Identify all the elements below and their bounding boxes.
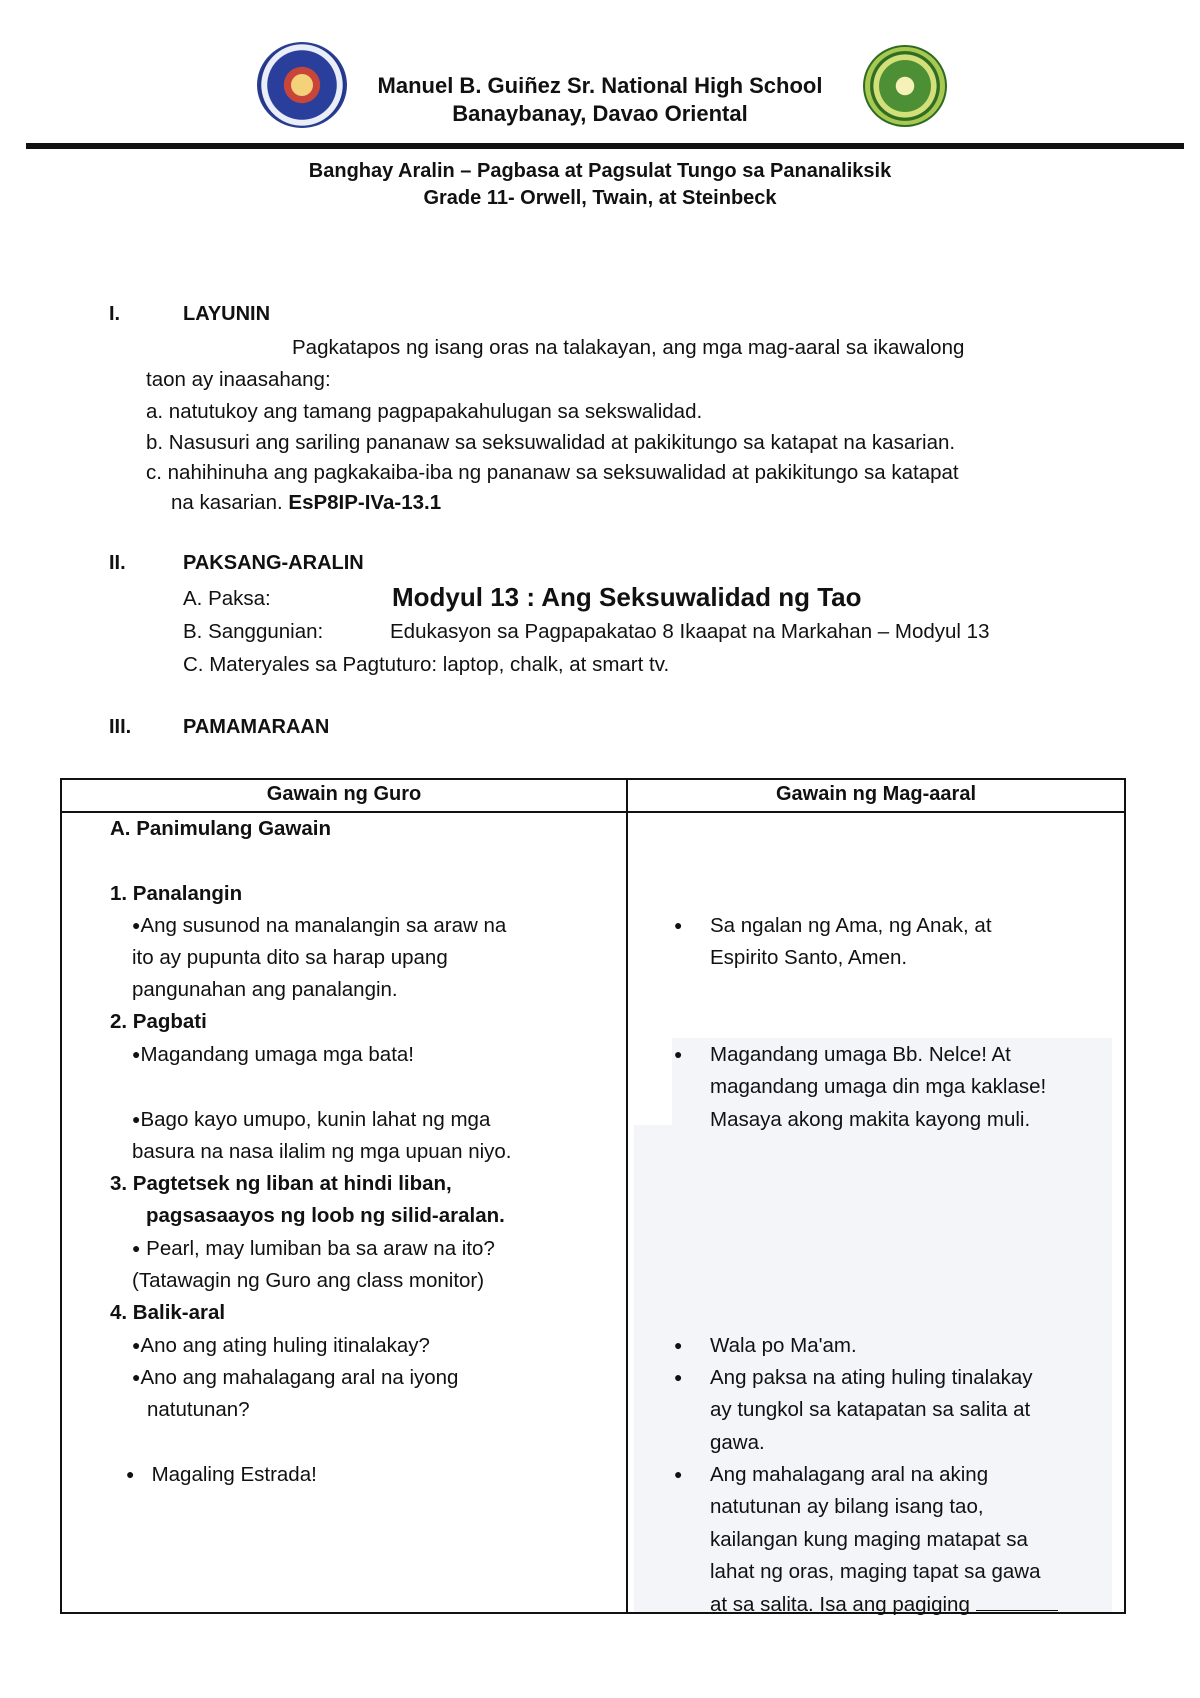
bullet-icon: ● — [132, 1046, 141, 1062]
list-item: ●Ano ang mahalagang aral na iyong — [132, 1366, 459, 1389]
student-response-cont: lahat ng oras, maging tapat sa gawa — [710, 1560, 1041, 1583]
section-number: II. — [109, 552, 126, 574]
student-response: Wala po Ma'am. — [710, 1334, 857, 1357]
list-item: ●Ano ang ating huling itinalakay? — [132, 1334, 430, 1357]
student-response-cont: at sa salita. Isa ang pagiging — [710, 1592, 1058, 1617]
student-response: Ang paksa na ating huling tinalakay — [710, 1366, 1033, 1389]
list-item-cont: basura na nasa ilalim ng mga upuan niyo. — [132, 1140, 512, 1163]
paksa-value: Modyul 13 : Ang Seksuwalidad ng Tao — [392, 582, 862, 612]
bullet-icon: ● — [674, 1369, 683, 1385]
balik-aral-heading: 4. Balik-aral — [110, 1301, 226, 1324]
list-item: ●Ang susunod na manalangin sa araw na — [132, 914, 507, 937]
panalangin-heading: 1. Panalangin — [110, 882, 243, 905]
student-response-cont: Masaya akong makita kayong muli. — [710, 1108, 1031, 1131]
student-response-cont: ay tungkol sa katapatan sa salita at — [710, 1398, 1031, 1421]
pagbati-heading: 2. Pagbati — [110, 1010, 207, 1033]
bullet-icon: ● — [132, 1111, 141, 1127]
objective-c-text: na kasarian. — [171, 491, 283, 514]
student-response-cont: kailangan kung maging matapat sa — [710, 1528, 1028, 1551]
section-number: III. — [109, 716, 132, 738]
student-response-cont: natutunan ay bilang isang tao, — [710, 1495, 984, 1518]
objective-b: b. Nasusuri ang sariling pananaw sa seksuwalidad at pakikitungo sa katapat na kasarian. — [146, 431, 956, 454]
student-response: Magandang umaga Bb. Nelce! At — [710, 1043, 1011, 1066]
sanggunian-value: Edukasyon sa Pagpapakatao 8 Ikaapat na Markahan – Modyul 13 — [390, 620, 990, 643]
list-item: ●Magandang umaga mga bata! — [132, 1043, 414, 1066]
bullet-icon: ● — [674, 1046, 683, 1062]
list-item: ●Bago kayo umupo, kunin lahat ng mga — [132, 1108, 491, 1131]
section-number: I. — [109, 303, 121, 325]
pagtetsek-heading-cont: pagsasaayos ng loob ng silid-aralan. — [146, 1204, 505, 1227]
list-item-cont: pangunahan ang panalangin. — [132, 978, 398, 1001]
section-heading-layunin: LAYUNIN — [183, 303, 271, 325]
table-column-divider — [626, 778, 628, 1614]
list-item-cont: natutunan? — [147, 1398, 250, 1421]
document-subtitle: Grade 11- Orwell, Twain, at Steinbeck — [423, 187, 777, 209]
list-item-cont: (Tatawagin ng Guro ang class monitor) — [132, 1269, 485, 1292]
objective-c-cont — [171, 491, 441, 515]
layunin-intro: Pagkatapos ng isang oras na talakayan, ang mga mag-aaral sa ikawalong — [292, 336, 965, 359]
bullet-icon: ● — [132, 917, 141, 933]
column-header-guro: Gawain ng Guro — [266, 783, 422, 805]
header-divider — [26, 143, 1184, 149]
list-item: ● Magaling Estrada! — [126, 1463, 317, 1486]
student-response: Ang mahalagang aral na aking — [710, 1463, 989, 1486]
bullet-icon: ● — [674, 917, 683, 933]
competency-code: EsP8IP-IVa-13.1 — [288, 491, 442, 514]
document-title: Banghay Aralin – Pagbasa at Pagsulat Tungo sa Pananaliksik — [308, 160, 892, 182]
paksa-label: A. Paksa: — [183, 587, 271, 610]
objective-a: a. natutukoy ang tamang pagpapakahulugan sa sekswalidad. — [146, 400, 703, 423]
bullet-icon: ● — [674, 1337, 683, 1353]
school-seal-logo — [863, 45, 947, 127]
list-item-cont: ito ay pupunta dito sa harap upang — [132, 946, 448, 969]
student-response: Sa ngalan ng Ama, ng Anak, at — [710, 914, 992, 937]
panimulang-gawain-heading: A. Panimulang Gawain — [110, 817, 331, 840]
bullet-icon: ● — [132, 1369, 141, 1385]
list-item: ● Pearl, may lumiban ba sa araw na ito? — [132, 1237, 495, 1260]
bullet-icon: ● — [132, 1240, 141, 1256]
section-heading-paksang-aralin: PAKSANG-ARALIN — [183, 552, 364, 574]
section-heading-pamamaraan: PAMAMARAAN — [183, 716, 330, 738]
bullet-icon: ● — [132, 1337, 141, 1353]
pagtetsek-heading: 3. Pagtetsek ng liban at hindi liban, — [110, 1172, 452, 1195]
sanggunian-label: B. Sanggunian: — [183, 620, 324, 643]
school-address: Banaybanay, Davao Oriental — [452, 101, 748, 126]
table-header-divider — [60, 811, 1126, 813]
student-response-cont: Espirito Santo, Amen. — [710, 946, 908, 969]
student-response-cont: magandang umaga din mga kaklase! — [710, 1075, 1047, 1098]
school-name: Manuel B. Guiñez Sr. National High School — [377, 73, 823, 98]
layunin-intro-cont: taon ay inaasahang: — [146, 368, 331, 391]
blank-line — [976, 1592, 1058, 1611]
objective-c: c. nahihinuha ang pagkakaiba-iba ng pananaw sa seksuwalidad at pakikitungo sa katapat — [146, 461, 959, 484]
student-response-cont: gawa. — [710, 1431, 765, 1454]
materyales: C. Materyales sa Pagtuturo: laptop, chalk, at smart tv. — [183, 653, 670, 676]
column-header-magaaral: Gawain ng Mag-aaral — [775, 783, 977, 805]
bullet-icon: ● — [674, 1466, 683, 1482]
bullet-icon: ● — [126, 1466, 135, 1482]
